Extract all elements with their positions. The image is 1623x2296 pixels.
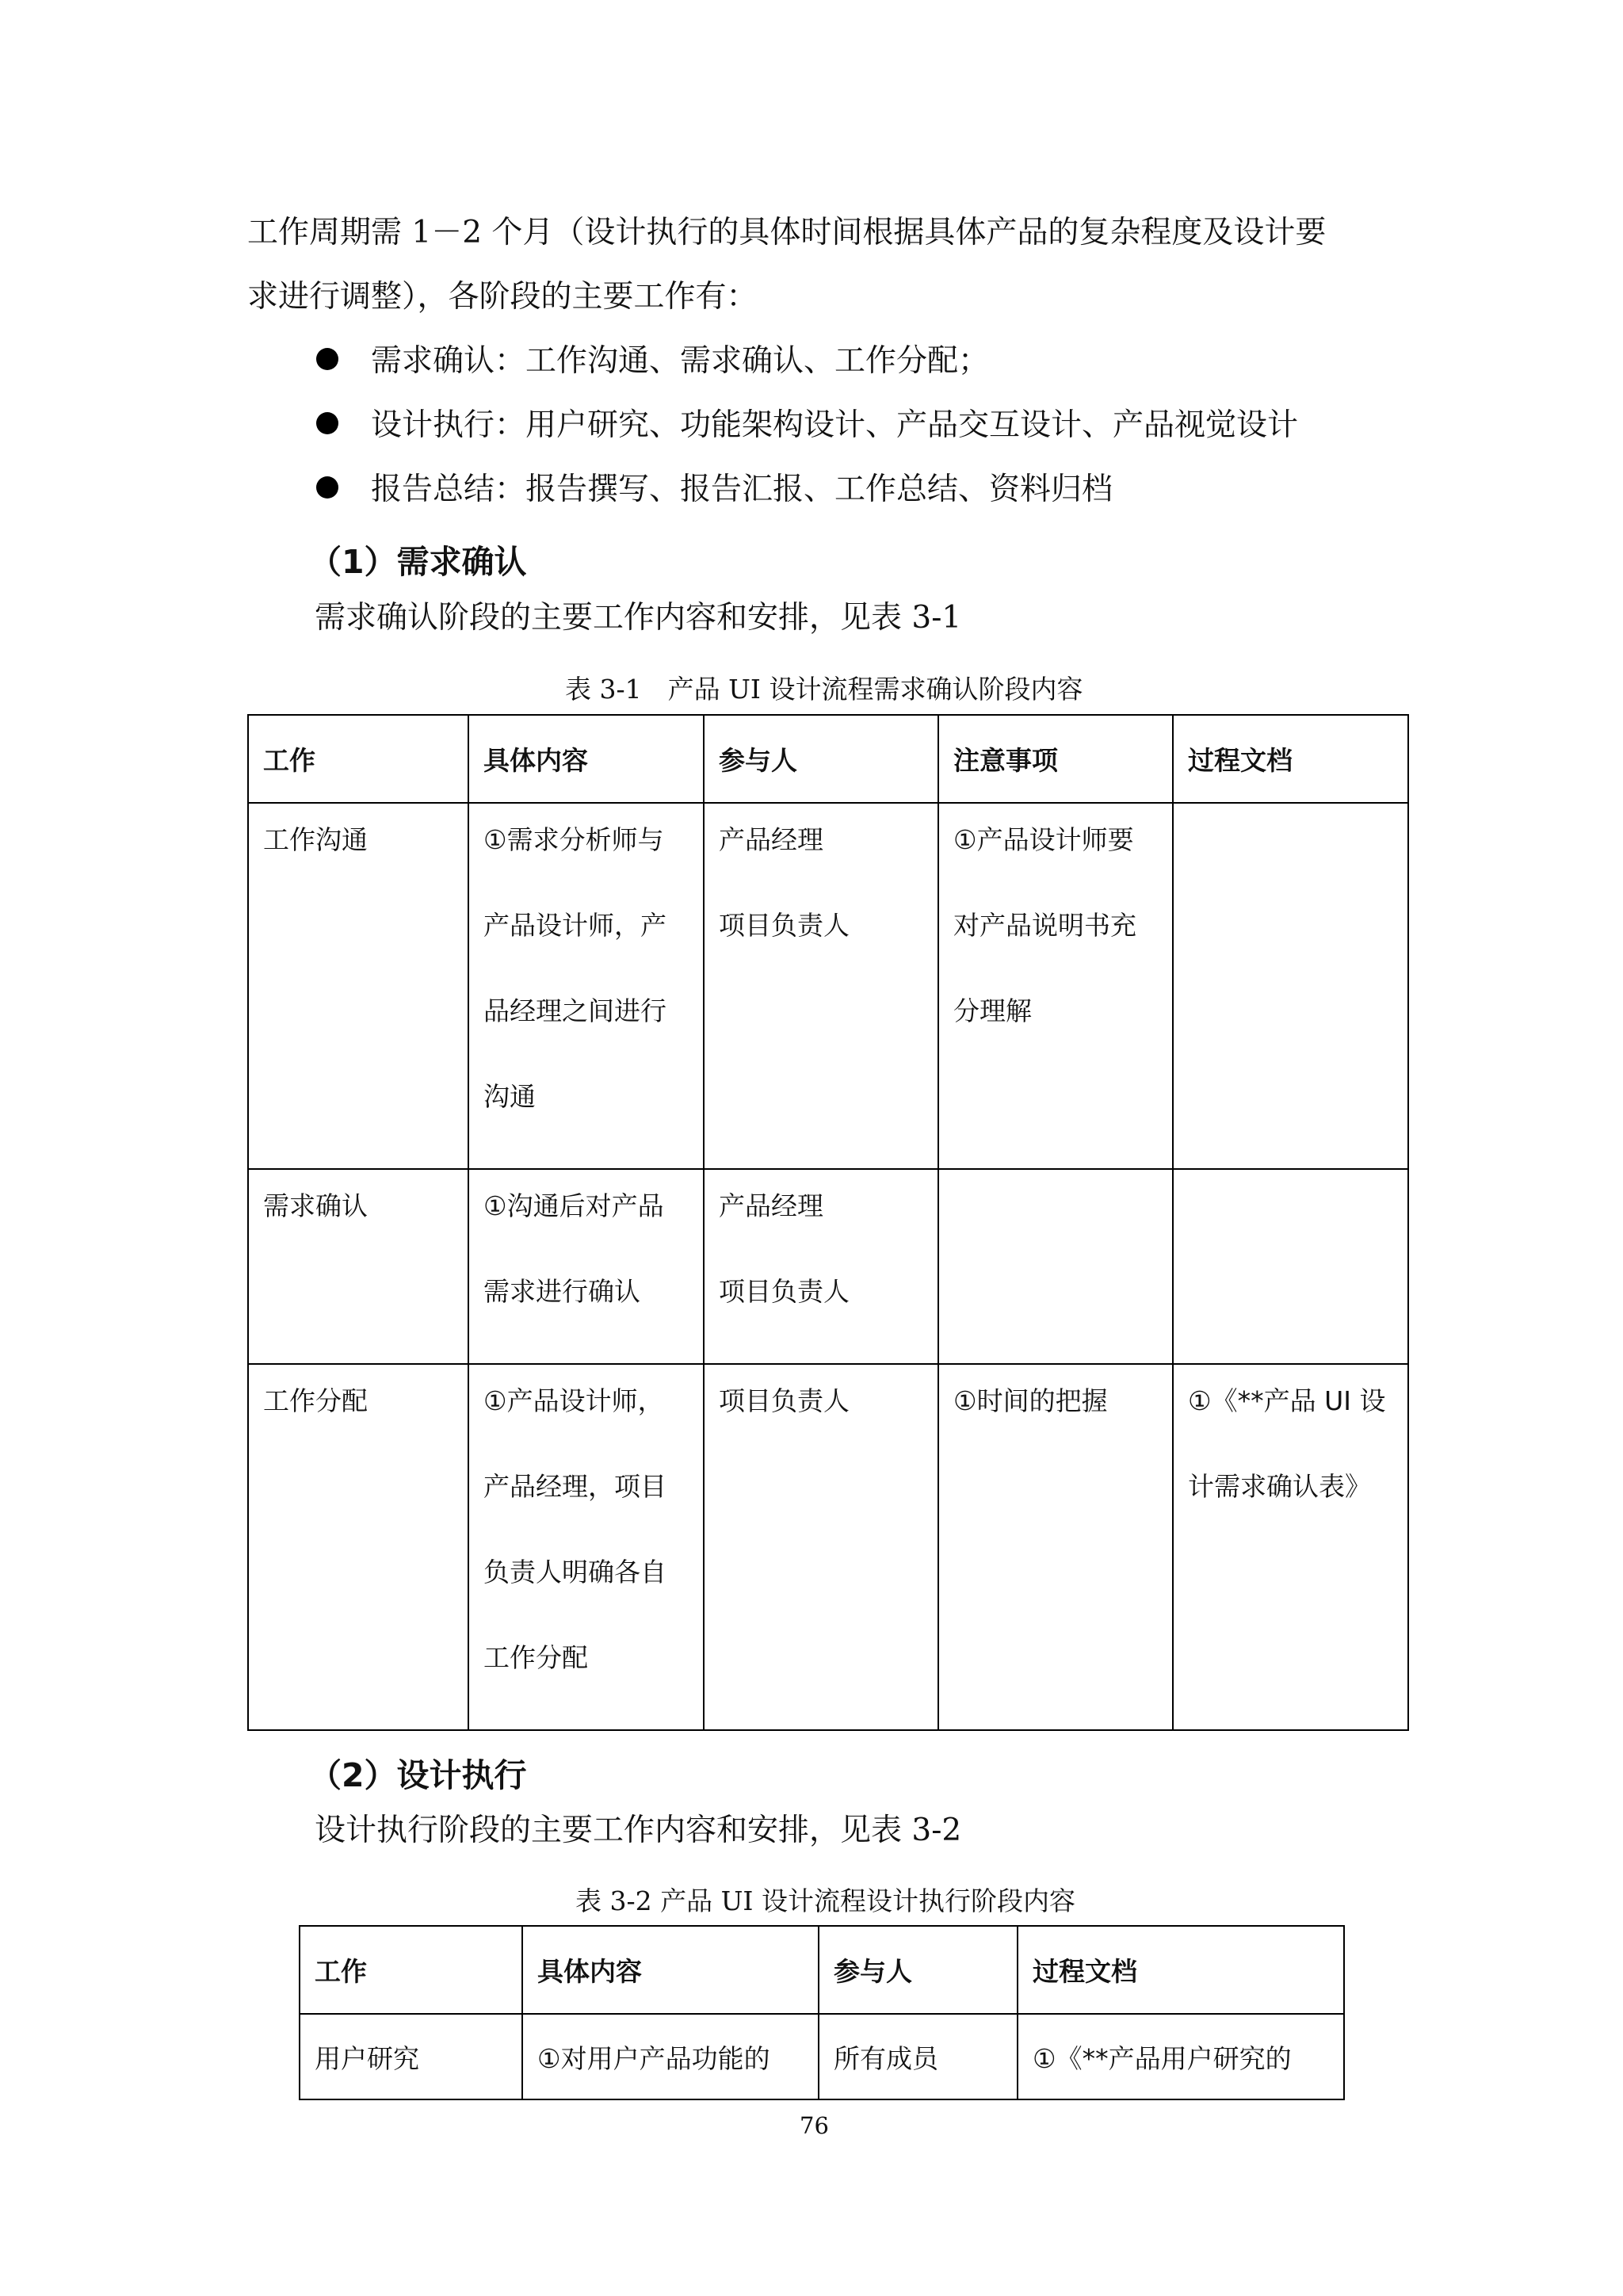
people-cell	[704, 1169, 938, 1364]
cell-line: 产品经理	[719, 824, 823, 855]
people-cell	[704, 803, 938, 1169]
content-cell: ①对用户产品功能的	[522, 2014, 819, 2099]
content-cell	[468, 803, 704, 1169]
cell-line: 沟通	[483, 1081, 536, 1112]
table-row	[248, 1169, 1408, 1364]
cell-line: 产品经理，项目	[483, 1471, 666, 1502]
people-cell	[704, 1364, 938, 1730]
header-cell: 工作	[300, 1926, 522, 2014]
cell-line: 需求确认	[263, 1190, 368, 1221]
page-number: 76	[800, 2112, 829, 2139]
section-intro: 设计执行阶段的主要工作内容和安排，见表 3-2	[315, 1813, 962, 1848]
header-cell: 具体内容	[522, 1926, 819, 2014]
cell-line: ①沟通后对产品	[483, 1190, 664, 1221]
cell-line: ①产品设计师要	[953, 824, 1134, 855]
section-heading: （2）设计执行	[309, 1756, 527, 1794]
cell-line: ①《**产品 UI 设	[1188, 1385, 1386, 1416]
cell-line: 工作分配	[483, 1642, 588, 1673]
notes-cell	[938, 1169, 1173, 1364]
docs-cell: ①《**产品用户研究的	[1018, 2014, 1344, 2099]
cell-line: 项目负责人	[719, 1276, 850, 1307]
intro-line-2: 求进行调整），各阶段的主要工作有：	[247, 279, 758, 315]
header-cell: 过程文档	[1173, 715, 1408, 803]
table-header-row	[248, 715, 1408, 803]
docs-cell	[1173, 1169, 1408, 1364]
cell-line: 对产品说明书充	[953, 910, 1136, 941]
content-cell	[468, 1169, 704, 1364]
header-cell: 工作	[248, 715, 468, 803]
cell-line: 计需求确认表》	[1188, 1471, 1371, 1502]
cell-line: ①时间的把握	[953, 1385, 1108, 1416]
header-cell: 参与人	[704, 715, 938, 803]
work-cell	[248, 803, 468, 1169]
header-cell: 过程文档	[1018, 1926, 1344, 2014]
notes-cell	[938, 803, 1173, 1169]
header-cell: 具体内容	[468, 715, 704, 803]
cell-line: ①需求分析师与	[483, 824, 664, 855]
table-3-1	[247, 714, 1409, 1731]
cell-line: 负责人明确各自	[483, 1557, 666, 1587]
table-header-row	[300, 1926, 1344, 2014]
cell-line: 项目负责人	[719, 1385, 850, 1416]
section-intro: 需求确认阶段的主要工作内容和安排，见表 3-1	[315, 600, 962, 636]
cell-line: 工作沟通	[263, 824, 368, 855]
cell-line: 产品经理	[719, 1190, 823, 1221]
bullet-dot-icon	[316, 476, 338, 499]
docs-cell	[1173, 1364, 1408, 1730]
notes-cell	[938, 1364, 1173, 1730]
work-cell	[248, 1169, 468, 1364]
table-caption: 表 3-1 产品 UI 设计流程需求确认阶段内容	[565, 674, 1083, 705]
people-cell: 所有成员	[819, 2014, 1018, 2099]
cell-line: 产品设计师，产	[483, 910, 666, 941]
work-cell	[248, 1364, 468, 1730]
table-3-2	[299, 1925, 1345, 2100]
cell-line: 需求进行确认	[483, 1276, 640, 1307]
bullet-dot-icon	[316, 348, 338, 370]
bullet-item: 设计执行：用户研究、功能架构设计、产品交互设计、产品视觉设计	[371, 407, 1299, 443]
bullet-item: 报告总结：报告撰写、报告汇报、工作总结、资料归档	[371, 472, 1113, 507]
table-row	[248, 1364, 1408, 1730]
section-heading: （1）需求确认	[309, 543, 527, 581]
table-row	[300, 2014, 1344, 2099]
docs-cell	[1173, 803, 1408, 1169]
header-cell: 参与人	[819, 1926, 1018, 2014]
bullet-item: 需求确认：工作沟通、需求确认、工作分配；	[371, 343, 990, 379]
table-row	[248, 803, 1408, 1169]
cell-line: 工作分配	[263, 1385, 368, 1416]
cell-line: 分理解	[953, 995, 1032, 1026]
intro-line-1: 工作周期需 1－2 个月（设计执行的具体时间根据具体产品的复杂程度及设计要	[247, 215, 1327, 250]
cell-line: 品经理之间进行	[483, 995, 666, 1026]
work-cell: 用户研究	[300, 2014, 522, 2099]
table-caption: 表 3-2 产品 UI 设计流程设计执行阶段内容	[575, 1885, 1075, 1916]
cell-line: 项目负责人	[719, 910, 850, 941]
header-cell: 注意事项	[938, 715, 1173, 803]
cell-line: ①产品设计师，	[483, 1385, 664, 1416]
bullet-dot-icon	[316, 412, 338, 434]
content-cell	[468, 1364, 704, 1730]
